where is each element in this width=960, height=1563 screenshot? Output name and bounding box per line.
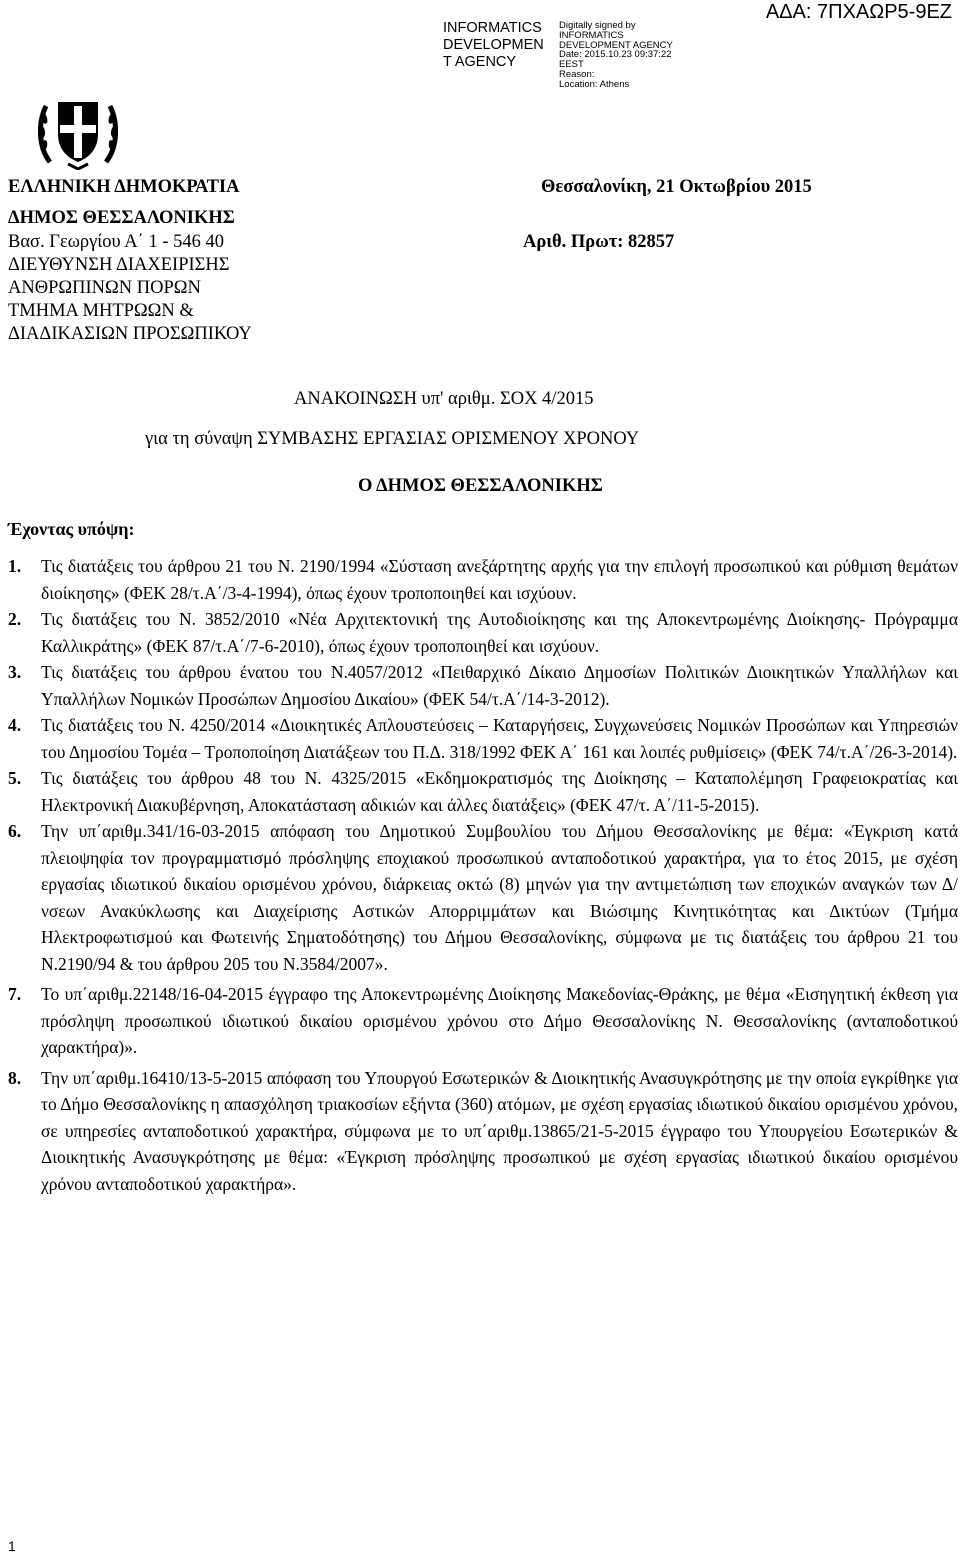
header-department: ΤΜΗΜΑ ΜΗΤΡΩΩΝ & [8, 301, 194, 321]
announcement-title: ΑΝΑΚΟΙΝΩΣΗ υπ' αριθμ. ΣΟΧ 4/2015 [294, 389, 594, 409]
item-text: Τις διατάξεις του Ν. 3852/2010 «Νέα Αρχιτεκτονική της Αυτοδιοίκησης και της Αποκεντρωμένης Διοίκησης- Πρόγραμμα Καλλικράτης» (ΦΕΚ 87/τ.Α΄/7-6-2010), όπως έχουν τροποποιηθεί και ισχύουν. [41, 609, 958, 656]
item-text: Τις διατάξεις του άρθρου 48 του Ν. 4325/2015 «Εκδημοκρατισμός της Διοίκησης – Καταπολέμηση Γραφειοκρατίας και Ηλεκτρονική Διακυβέρνηση, Αποκατάσταση αδικιών και άλλες διατάξεις» (ΦΕΚ 47/τ. Α΄/11-5-2015). [41, 768, 958, 815]
signature-line: Reason: [559, 68, 595, 80]
item-number: 4. [8, 715, 22, 735]
item-text: Την υπ΄αριθμ.16410/13-5-2015 απόφαση του Υπουργού Εσωτερικών & Διοικητικής Ανασυγκρότησης με την οποία εγκρίθηκε για το Δήμο Θεσσαλονίκης η απασχόληση τριακοσίων εξήντα (360) ατόμων, με σχέση εργασίας ιδιωτικού δικαίου ορισμένου χρόνου, σε υπηρεσίες ανταποδοτικού χαρακτήρα, σύμφωνα με το υπ΄αριθμ.13865/21-5-2015 έγγραφο του Υπουργείου Εσωτερικών & Διοικητικής Ανασυγκρότησης με θέμα: «Έγκριση πρόσληψης προσωπικού με σχέση εργασίας ιδιωτικού δικαίου ορισμένου χρόνου ανταποδοτικού χαρακτήρα». [41, 1067, 958, 1194]
item-number: 2. [8, 609, 22, 629]
item-number: 6. [8, 821, 22, 841]
signature-details [559, 21, 689, 90]
announcement-subtitle: για τη σύναψη ΣΥΜΒΑΣΗΣ ΕΡΓΑΣΙΑΣ ΟΡΙΣΜΕΝΟΥ ΧΡΟΝΟΥ [145, 429, 640, 449]
signature-line: Location: Athens [559, 78, 630, 90]
list-item [8, 659, 958, 712]
list-item [8, 765, 958, 818]
signature-line: Digitally signed by [559, 20, 636, 31]
header-directorate: ΔΙΕΥΘΥΝΣΗ ΔΙΑΧΕΙΡΙΣΗΣ [8, 255, 230, 275]
item-text: Τις διατάξεις του Ν. 4250/2014 «Διοικητικές Απλουστεύσεις – Καταργήσεις, Συγχωνεύσεις Νομικών Προσώπων και Υπηρεσιών του Δημοσίου Τομέα – Τροποποίηση Διατάξεων του Π.Δ. 318/1992 ΦΕΚ Α΄ 161 και λοιπές ρυθμίσεις» (ΦΕΚ 74/τ.Α΄/26-3-2014). [41, 715, 958, 762]
item-number: 3. [8, 662, 22, 682]
header-municipality: ΔΗΜΟΣ ΘΕΣΣΑΛΟΝΙΚΗΣ [8, 208, 235, 228]
signature-line: DEVELOPMENT AGENCY [559, 39, 673, 51]
item-text: Τις διατάξεις του άρθρου ένατου του Ν.4057/2012 «Πειθαρχικό Δίκαιο Δημοσίων Πολιτικών Διοικητικών Υπαλλήλων και Υπαλλήλων Νομικών Προσώπων Δημοσίου Δικαίου» (ΦΕΚ 54/τ.Α΄/14-3-2012). [41, 662, 958, 709]
item-text: Το υπ΄αριθμ.22148/16-04-2015 έγγραφο της Αποκεντρωμένης Διοίκησης Μακεδονίας-Θράκης, με θέμα «Εισηγητική έκθεση για πρόσληψη προσωπικού ιδιωτικού δικαίου ορισμένου χρόνου στο Δήμο Θεσσαλονίκης Ν. Θεσσαλονίκης (ανταποδοτικού χαρακτήρα)». [41, 984, 958, 1057]
intro-label: Έχοντας υπόψη: [8, 519, 135, 539]
header-address: Βασ. Γεωργίου Α΄ 1 - 546 40 [8, 232, 224, 252]
list-item [8, 553, 958, 606]
signature-line: Date: 2015.10.23 09:37:22 [559, 49, 672, 61]
considerations-list [8, 553, 958, 1197]
item-text: Τις διατάξεις του άρθρου 21 του Ν. 2190/1994 «Σύσταση ανεξάρτητης αρχής για την επιλογή προσωπικού και ρύθμιση θεμάτων διοίκησης» (ΦΕΚ 28/τ.Α΄/3-4-1994), όπως έχουν τροποποιηθεί και ισχύουν. [41, 556, 958, 603]
list-item [8, 712, 958, 765]
issuer-title: Ο ΔΗΜΟΣ ΘΕΣΣΑΛΟΝΙΚΗΣ [358, 476, 603, 496]
list-item [8, 981, 958, 1061]
page-number: 1 [8, 1538, 16, 1554]
signature-name: INFORMATICS DEVELOPMEN T AGENCY [443, 20, 544, 70]
greek-coat-of-arms-icon [38, 92, 118, 170]
header-protocol: Αριθ. Πρωτ: 82857 [523, 232, 675, 252]
header-date: Θεσσαλονίκη, 21 Οκτωβρίου 2015 [541, 177, 812, 197]
header-department-line2: ΔΙΑΔΙΚΑΣΙΩΝ ΠΡΟΣΩΠΙΚΟΥ [8, 324, 252, 344]
list-item [8, 606, 958, 659]
item-number: 1. [8, 556, 22, 576]
item-text: Την υπ΄αριθμ.341/16-03-2015 απόφαση του Δημοτικού Συμβουλίου του Δήμου Θεσσαλονίκης με θέμα: «Έγκριση κατά πλειοψηφία τον προγραμματισμό πρόσληψης εποχιακού προσωπικού ανταποδοτικού χαρακτήρα, για το έτος 2015, με σχέση εργασίας ιδιωτικού δικαίου ορισμένου χρόνου, διάρκειας οκτώ (8) μηνών για την αντιμετώπιση των εποχικών αναγκών των Δ/νσεων Ανακύκλωσης και Διαχείρισης Αστικών Απορριμμάτων και Βιώσιμης Κινητικότητας και Δικτύων (Τμήμα Ηλεκτροφωτισμού και Φωτεινής Σηματοδότησης) του Δήμου Θεσσαλονίκης, σύμφωνα με τις διατάξεις του άρθρου 21 του Ν.2190/94 & του άρθρου 205 του Ν.3584/2007». [41, 821, 958, 974]
item-number: 5. [8, 768, 22, 788]
list-item [8, 818, 958, 977]
item-number: 7. [8, 984, 22, 1004]
signature-line: EEST [559, 59, 584, 71]
list-item [8, 1065, 958, 1198]
ada-code: ΑΔΑ: 7ΠΧΑΩΡ5-9ΕΖ [765, 1, 952, 23]
item-number: 8. [8, 1067, 22, 1088]
header-republic: ΕΛΛΗΝΙΚΗ ΔΗΜΟΚΡΑΤΙΑ [8, 177, 240, 197]
signature-line: INFORMATICS [559, 29, 624, 41]
header-directorate-line2: ΑΝΘΡΩΠΙΝΩΝ ΠΟΡΩΝ [8, 278, 201, 298]
